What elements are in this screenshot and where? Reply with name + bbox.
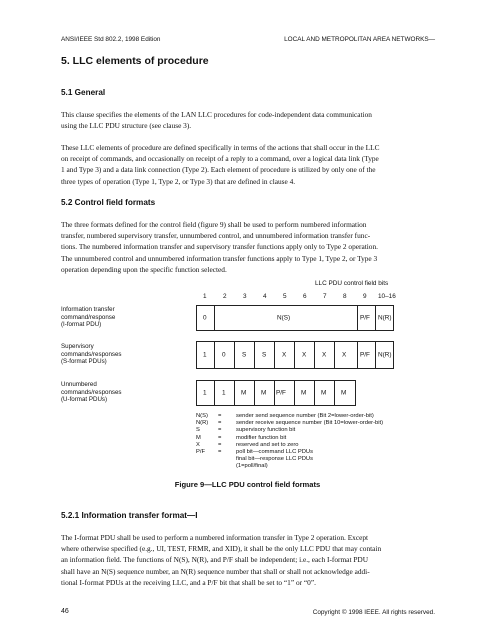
field-cell: M [341, 389, 347, 397]
text-line: This clause specifies the elements of the LAN LLC procedures for code-independent data communication [61, 110, 372, 119]
cell-divider [357, 341, 358, 369]
field-cell: 0 [203, 314, 207, 322]
text-line: 1 and Type 3) and a data link connection (Type 2). Each element of procedure is utilized by only one of the [61, 165, 376, 175]
field-cell: P/F [276, 389, 286, 397]
text-line: where otherwise specified (e.g., UI, TEST, FRMR, and XID), it shall be the only LLC PDU that may contain [61, 544, 382, 554]
section-5-1-paragraph-2 [61, 142, 435, 187]
cell-divider [294, 341, 295, 369]
text-line: operation depending upon the specific function selected. [61, 264, 227, 274]
field-cell: 1 [203, 351, 207, 359]
label-line: Information transfer [61, 306, 115, 313]
cell-divider [274, 341, 275, 369]
cell-divider [294, 380, 295, 406]
legend-equals: = [218, 434, 222, 441]
figure-bits-title: LLC PDU control field bits [315, 280, 389, 287]
page-number: 46 [61, 608, 69, 615]
field-cell: P/F [360, 314, 370, 322]
copyright-notice: Copyright © 1998 IEEE. All rights reserved. [312, 609, 435, 616]
field-cell: X [342, 351, 347, 359]
field-cell: P/F [360, 351, 370, 359]
field-cell: M [321, 389, 327, 397]
field-cell: 0 [222, 351, 226, 359]
section-5-2-1-paragraph-1 [61, 532, 435, 588]
bit-number: 10–16 [378, 293, 396, 300]
section-5-heading: 5. LLC elements of procedure [61, 55, 209, 67]
bit-number: 8 [343, 293, 347, 300]
field-cell: M [261, 389, 267, 397]
field-cell: X [322, 351, 327, 359]
u-format-label [61, 381, 122, 404]
field-cell: M [301, 389, 307, 397]
bit-number: 9 [363, 293, 367, 300]
i-format-control-field [196, 305, 394, 331]
text-line: tions. The numbered information transfer and supervisory transfer functions apply only to Type 2 operation. [61, 242, 378, 252]
section-5-1-paragraph-1 [61, 109, 435, 131]
cell-divider [314, 380, 315, 406]
field-cell: X [282, 351, 287, 359]
section-5-2-heading: 5.2 Control field formats [61, 198, 156, 207]
field-cell: N(R) [378, 351, 392, 359]
cell-divider [214, 380, 215, 406]
text-line: tional I-format PDUs at the receiving LLC, and a P/F bit that shall be set to “1” or “0”. [61, 577, 316, 587]
running-header-left: ANSI/IEEE Std 802.2, 1998 Edition [61, 36, 161, 43]
cell-divider [334, 341, 335, 369]
legend-equals: = [218, 420, 222, 427]
cell-divider [214, 341, 215, 369]
field-cell: S [262, 351, 267, 359]
label-line: commands/responses [61, 388, 122, 396]
text-line: using the LLC PDU structure (see clause 3). [61, 121, 192, 131]
section-5-2-paragraph-1 [61, 219, 435, 275]
text-line: The I-format PDU shall be used to perform a numbered information transfer in Type 2 operation. Except [61, 533, 369, 542]
field-cell: S [242, 351, 247, 359]
legend-description: supervisory function bit [236, 427, 296, 434]
label-line: commands/responses [61, 350, 122, 358]
bit-number: 7 [323, 293, 327, 300]
legend-description: (1=poll/final) [236, 463, 268, 470]
bit-number: 3 [243, 293, 247, 300]
text-line: an information field. The functions of N(S), N(R), and P/F shall be independent; i.e., each I-format PDU [61, 555, 369, 565]
u-format-control-field [196, 380, 356, 406]
text-line: transfer, numbered supervisory transfer, unnumbered control, and unnumbered information transfer func- [61, 231, 371, 241]
field-cell: N(S) [277, 314, 291, 322]
legend-description: modifier function bit [236, 434, 287, 441]
text-line: The unnumbered control and unnumbered information transfer functions apply to Type 1, Type 2, or Type 3 [61, 253, 378, 263]
legend-equals: = [218, 427, 222, 434]
section-5-2-1-heading: 5.2.1 Information transfer format—I [61, 511, 198, 520]
field-cell: N(R) [378, 314, 392, 322]
cell-divider [234, 341, 235, 369]
text-line: shall have an N(S) sequence number, an N(R) sequence number that shall or shall not acknowledge addi- [61, 566, 370, 576]
text-line: on receipt of commands, and occasionally on receipt of a reply to a command, over a logical data link (Type [61, 154, 379, 164]
figure-caption: Figure 9—LLC PDU control field formats [174, 480, 321, 489]
cell-divider [375, 305, 376, 331]
legend-symbol: X [196, 441, 200, 448]
bit-number: 6 [303, 293, 307, 300]
bit-number: 4 [263, 293, 267, 300]
legend-symbol: S [196, 427, 200, 434]
label-line: command/response [61, 313, 116, 321]
label-line: Supervisory [61, 343, 94, 350]
cell-divider [274, 380, 275, 406]
legend-symbol: P/F [196, 448, 206, 455]
cell-divider [254, 341, 255, 369]
legend-symbol: N(S) [196, 413, 208, 419]
s-format-control-field [196, 341, 394, 369]
field-cell: 1 [222, 389, 226, 397]
cell-divider [214, 305, 215, 331]
bit-number: 5 [283, 293, 287, 300]
s-format-label [61, 343, 122, 366]
legend-equals: = [218, 413, 222, 419]
cell-divider [234, 380, 235, 406]
legend-equals: = [218, 448, 222, 455]
running-header-right: LOCAL AND METROPOLITAN AREA NETWORKS— [284, 36, 435, 43]
text-line: three types of operation (Type 1, Type 2, or Type 3) that are defined in clause 4. [61, 176, 296, 186]
legend-description: reserved and set to zero [236, 441, 299, 448]
label-line: (I-format PDU) [61, 321, 102, 329]
legend-symbol: M [196, 434, 201, 441]
label-line: (S-format PDUs) [61, 358, 107, 366]
section-5-1-heading: 5.1 General [61, 88, 106, 97]
field-cell: 1 [203, 389, 207, 397]
cell-divider [334, 380, 335, 406]
cell-divider [314, 341, 315, 369]
cell-divider [357, 305, 358, 331]
text-line: These LLC elements of procedure are defined specifically in terms of the actions that shall occur in the LLC [61, 143, 380, 152]
legend-description: poll bit—command LLC PDUs [236, 448, 313, 455]
label-line: Unnumbered [61, 381, 97, 388]
cell-divider [254, 380, 255, 406]
legend-description: sender receive sequence number (Bit 10=lower-order-bit) [236, 420, 384, 427]
legend-symbol: N(R) [196, 420, 209, 427]
cell-divider [375, 341, 376, 369]
legend-description: sender send sequence number (Bit 2=lower-order-bit) [236, 413, 374, 419]
i-format-label [61, 306, 115, 329]
field-cell: X [302, 351, 307, 359]
text-line: The three formats defined for the control field (figure 9) shall be used to perform numbered information [61, 220, 367, 229]
legend-equals: = [218, 441, 222, 448]
bit-number: 1 [203, 293, 207, 300]
bit-number: 2 [223, 293, 227, 300]
field-cell: M [241, 389, 247, 397]
legend-description: final bit—response LLC PDUs [236, 456, 314, 463]
label-line: (U-format PDUs) [61, 396, 108, 404]
